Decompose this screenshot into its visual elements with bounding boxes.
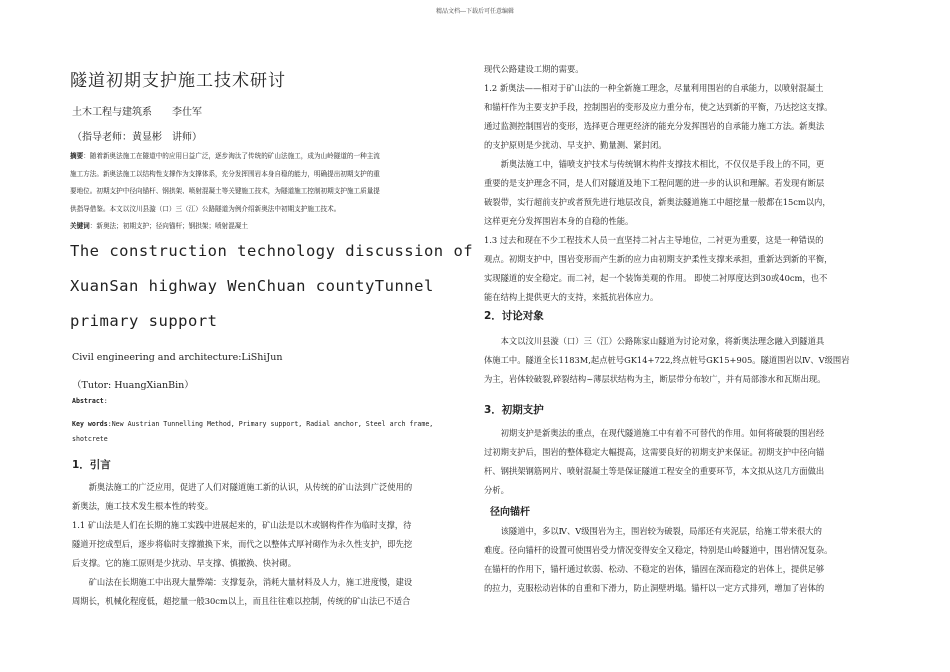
keywords-en xyxy=(72,417,433,447)
abstract-en-text: : xyxy=(103,397,108,405)
english-title-line: primary support xyxy=(70,312,218,330)
body-line: 1.1 矿山法是人们在长期的施工实践中进展起来的，矿山法是以木或钢构件作为临时支撑，待 xyxy=(72,520,412,530)
english-title-line: The construction technology discussion of xyxy=(70,242,474,260)
body-line: 新奥法施工的广泛应用，促进了人们对隧道施工新的认识，从传统的矿山法到广泛使用的 xyxy=(72,482,413,492)
body-line: 过初期支护后，围岩的整体稳定大幅提高，这需要良好的初期支护来保证。初期支护中径向锚 xyxy=(484,447,825,457)
english-author: Civil engineering and architecture:LiShiJun xyxy=(72,352,283,363)
body-line: 本文以汶川县漩（口）三（江）公路陈家山隧道为讨论对象，将新奥法理念融入到隧道具 xyxy=(484,336,825,346)
subsection-title: 径向锚杆 xyxy=(490,507,530,518)
keywords-en-label: Key words xyxy=(72,420,108,428)
section-2-title: 2．讨论对象 xyxy=(484,310,544,322)
body-line: 1.2 新奥法——相对于矿山法的一种全新施工理念，尽量利用围岩的自承能力，以喷射混凝土 xyxy=(484,83,824,93)
body-line: 该隧道中，多以Ⅳ、Ⅴ级围岩为主，围岩较为破裂，局部还有夹泥层，给施工带来很大的 xyxy=(484,526,822,536)
body-line: 难度。径向锚杆的设置可使围岩受力情况变得安全又稳定，特别是山岭隧道中，围岩情况复杂。 xyxy=(484,545,833,555)
body-line: 的拉力，克服松动岩体的自重和下滑力，防止洞壁坍塌。锚杆以一定方式排列，增加了岩体的 xyxy=(484,583,825,593)
keywords-cn-label: 关键词 xyxy=(70,222,90,230)
abstract-en-label: Abstract xyxy=(72,397,104,405)
body-line: 后支撑。它的施工原则是少扰动、早支撑、慎撤换、快衬砌。 xyxy=(72,558,297,568)
body-line: 能在结构上提供更大的支持，来抵抗岩体应力。 xyxy=(484,292,659,302)
english-title-line: XuanSan highway WenChuan countyTunnel xyxy=(70,277,434,295)
keywords-en-line: shotcrete xyxy=(72,435,108,443)
body-line: 破裂带，实行超前支护或者预先进行地层改良，新奥法隧道施工中超挖量一般都在15cm以内， xyxy=(484,197,831,207)
subsection-body xyxy=(484,522,832,598)
page-header: 精品文档---下载后可任意编辑 xyxy=(435,8,515,15)
abstract-cn-line: 施工方法。新奥法施工以结构性支撑作为支撑体系，充分发挥围岩本身自稳的能力，明确提出初期支护的重 xyxy=(70,169,380,178)
body-line: 为主，岩体较破裂,碎裂结构~薄层状结构为主，断层带分布较广，并有局部渗水和瓦斯出现。 xyxy=(484,374,826,384)
section-3-body xyxy=(484,424,824,500)
body-line: 新奥法施工中，锚喷支护技术与传统钢木构件支撑技术相比，不仅仅是手段上的不同，更 xyxy=(484,159,825,169)
section-2-body xyxy=(484,332,850,389)
keywords-en-line: :New Austrian Tunnelling Method, Primary support, Radial anchor, Steel arch frame, xyxy=(107,420,434,428)
body-line: 矿山法在长期施工中出现大量弊端：支撑复杂，消耗大量材料及人力，施工进度慢，建设 xyxy=(72,577,413,587)
body-line: 1.3 过去和现在不少工程技术人员一直坚持二衬占主导地位，二衬更为重要，这是一种错误的 xyxy=(484,235,824,245)
section-3-title: 3．初期支护 xyxy=(484,404,544,416)
body-line: 隧道开挖成型后，逐步将临时支撑撤换下来，而代之以整体式厚衬砌作为永久性支护，即先挖 xyxy=(72,539,413,549)
abstract-cn-line: ：随着新奥法施工在隧道中的应用日益广泛，逐步淘汰了传统的矿山法施工，成为山岭隧道的一种主流 xyxy=(83,152,380,160)
abstract-en xyxy=(72,397,108,405)
paper-title: 隧道初期支护施工技术研讨 xyxy=(70,71,286,91)
abstract-cn-line: 要地位。初期支护中径向锚杆、钢拱架、喷射混凝土等关键施工技术，为隧道施工控制初期支护施工质量提 xyxy=(70,187,380,195)
abstract-cn-label: 摘要 xyxy=(70,152,84,160)
body-line: 杆、钢拱架钢筋网片、喷射混凝土等是保证隧道工程安全的重要环节，本文拟从这几方面做出 xyxy=(484,466,825,476)
body-line: 分析。 xyxy=(484,485,509,495)
intro-continued xyxy=(484,60,832,307)
abstract-cn-line: 供指导借鉴。本文以汶川县漩（口）三（江）公路隧道为例介绍新奥法中初期支护施工技术。 xyxy=(70,204,341,213)
english-tutor: （Tutor: HuangXianBin） xyxy=(72,380,194,391)
body-line: 和锚杆作为主要支护手段，控制围岩的变形及应力重分布，使之达到新的平衡，乃达挖这支撑。 xyxy=(484,102,833,112)
body-line: 体施工中。隧道全长1183M,起点桩号GK14+722,终点桩号GK15+905。隧道围岩以Ⅳ、Ⅴ级围岩 xyxy=(484,355,850,365)
body-line: 新奥法，施工技术发生根本性的转变。 xyxy=(72,501,214,511)
body-line: 观点。初期支护中，围岩变形而产生新的应力由初期支护柔性支撑来承担，重新达到新的平衡， xyxy=(484,254,833,264)
body-line: 在锚杆的作用下，锚杆通过软弱、松动、不稳定的岩体，锚固在深而稳定的岩体上，提供足够 xyxy=(484,564,825,574)
body-line: 的支护原则是少扰动、早支护、勤量测、紧封闭。 xyxy=(484,140,667,150)
body-line: 重要的是支护理念不同，是人们对隧道及地下工程问题的进一步的认识和理解。若发现有断层 xyxy=(484,178,825,188)
section-1-title: 1．引言 xyxy=(72,459,111,471)
advisor-line: （指导老师：黄显彬 讲师） xyxy=(72,132,202,143)
author-line: 土木工程与建筑系 李仕军 xyxy=(72,107,202,118)
body-line: 初期支护是新奥法的重点，在现代隧道施工中有着不可替代的作用。如何将破裂的围岩经 xyxy=(484,428,825,438)
abstract-cn xyxy=(70,148,380,236)
body-line: 实现隧道的安全稳定。而二衬，起一个装饰美观的作用。 即使二衬厚度达到30或40cm，也不 xyxy=(484,273,828,283)
section-1-body xyxy=(72,478,412,611)
body-line: 通过监测控制围岩的变形，选择更合理更经济的能充分发挥围岩的自承能力施工方法。新奥法 xyxy=(484,121,825,131)
body-line: 这样更充分发挥围岩本身的自稳的性能。 xyxy=(484,216,634,226)
keywords-cn: ：新奥法；初期支护；径向锚杆；钢拱架；喷射混凝土 xyxy=(89,222,249,230)
body-line: 现代公路建设工期的需要。 xyxy=(484,64,584,74)
body-line: 周期长，机械化程度低，超挖量一般30cm以上，而且往往难以控制，传统的矿山法已不适合 xyxy=(72,596,411,606)
